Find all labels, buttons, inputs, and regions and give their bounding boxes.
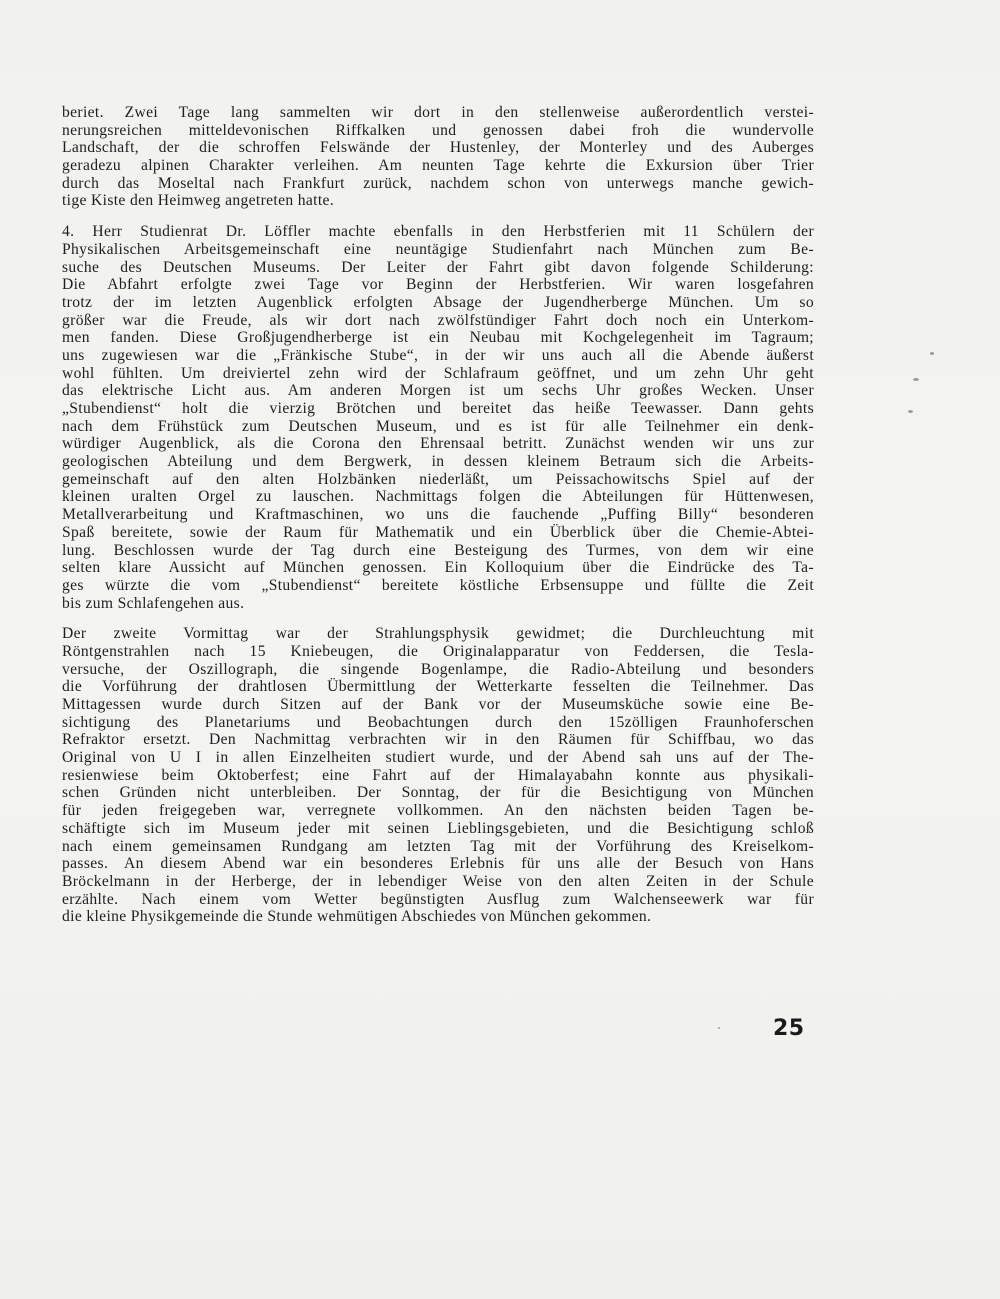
dust-speck bbox=[913, 378, 919, 381]
text-line: tige Kiste den Heimweg angetreten hatte. bbox=[62, 192, 335, 210]
text-line: schäftigte sich im Museum jeder mit seinen Lieblingsgebieten, und die Besichtigung schloß bbox=[62, 819, 814, 837]
paragraph bbox=[62, 625, 814, 926]
text-line: das elektrische Licht aus. Am anderen Morgen ist um sechs Uhr großes Wecken. Unser bbox=[62, 382, 814, 400]
text-line: ges würzte die vom „Stubendienst“ bereitete köstliche Erbsensuppe und füllte die Zeit bbox=[62, 576, 814, 594]
text-line: kleinen uralten Orgel zu lauschen. Nachmittags folgen die Abteilungen für Hüttenwesen, bbox=[62, 488, 814, 506]
text-line: lung. Beschlossen wurde der Tag durch eine Besteigung des Turmes, von dem wir eine bbox=[62, 541, 814, 559]
text-line: Metallverarbeitung und Kraftmaschinen, wo uns die fauchende „Puffing Billy“ besonderen bbox=[62, 506, 814, 524]
text-line: passes. An diesem Abend war ein besonderes Erlebnis für uns alle der Besuch von Hans bbox=[62, 855, 814, 873]
text-line: Röntgenstrahlen nach 15 Kniebeugen, die Originalapparatur von Feddersen, die Tesla- bbox=[62, 642, 814, 660]
text-line: durch das Moseltal nach Frankfurt zurück, nachdem schon von unterwegs manche gewich- bbox=[62, 174, 814, 192]
text-line: resienwiese beim Oktoberfest; eine Fahrt auf der Himalayabahn konnte aus physikali- bbox=[62, 766, 814, 784]
text-line: größer war die Freude, als wir dort nach zwölfstündiger Fahrt doch noch ein Unterkom- bbox=[62, 311, 814, 329]
paragraph bbox=[62, 104, 814, 210]
text-line: geradezu alpinen Charakter verleihen. Am neunten Tage kehrte die Exkursion über Trier bbox=[62, 157, 814, 175]
dust-speck bbox=[930, 352, 934, 355]
text-line: schen Gründen nicht unterbleiben. Der Sonntag, der für die Besichtigung von München bbox=[62, 784, 814, 802]
text-line: die Vorführung der drahtlosen Übermittlung der Wetterkarte fesselten die Teilnehmer. Das bbox=[62, 678, 814, 696]
text-line: Der zweite Vormittag war der Strahlungsphysik gewidmet; die Durchleuchtung mit bbox=[62, 625, 814, 643]
text-line: Physikalischen Arbeitsgemeinschaft eine neuntägige Studienfahrt nach München zum Be- bbox=[62, 240, 814, 258]
text-line: Bröckelmann in der Herberge, der in lebendiger Weise von den alten Zeiten in der Schule bbox=[62, 872, 814, 890]
text-line: wohl fühlten. Um dreiviertel zehn wird der Schlafraum geöffnet, und um zehn Uhr geht bbox=[62, 364, 814, 382]
text-line: uns zugewiesen war die „Fränkische Stube“, in der wir uns auch all die Abende äußerst bbox=[62, 346, 814, 364]
text-line: nach dem Frühstück zum Deutschen Museum, und es ist für alle Teilnehmer ein denk- bbox=[62, 417, 814, 435]
dust-speck bbox=[718, 1027, 720, 1029]
text-line: für jeden freigegeben war, verregnete vollkommen. An den nächsten beiden Tagen be- bbox=[62, 802, 814, 820]
text-line: nach einem gemeinsamen Rundgang am letzten Tag mit der Vorführung des Kreiselkom- bbox=[62, 837, 814, 855]
text-line: Original von U I in allen Einzelheiten studiert wurde, und der Abend sah uns auf der The- bbox=[62, 749, 814, 767]
text-line: Spaß bereitete, sowie der Raum für Mathematik und ein Überblick über die Chemie-Abtei- bbox=[62, 523, 814, 541]
dust-speck bbox=[908, 410, 913, 413]
paragraph bbox=[62, 223, 814, 612]
text-line: 4. Herr Studienrat Dr. Löffler machte ebenfalls in den Herbstferien mit 11 Schülern der bbox=[62, 223, 814, 241]
page-number: 25 bbox=[773, 1016, 805, 1041]
text-line: würdiger Augenblick, als die Corona den Ehrensaal betritt. Zunächst wenden wir uns zur bbox=[62, 435, 814, 453]
paragraph-gap bbox=[62, 210, 814, 223]
text-line: geologischen Abteilung und dem Bergwerk, in dessen kleinem Betraum sich die Arbeits- bbox=[62, 453, 814, 471]
text-line: selten klare Aussicht auf München genossen. Ein Kolloquium über die Eindrücke des Ta- bbox=[62, 559, 814, 577]
text-line: men fanden. Diese Großjugendherberge ist ein Neubau mit Kochgelegenheit im Tagraum; bbox=[62, 329, 814, 347]
text-line: trotz der im letzten Augenblick erfolgten Absage der Jugendherberge München. Um so bbox=[62, 293, 814, 311]
text-line: gemeinschaft auf den alten Holzbänken niederläßt, um Peissachowitschs Spiel auf der bbox=[62, 470, 814, 488]
text-line: erzählte. Nach einem vom Wetter begünstigten Ausflug zum Walchenseewerk war für bbox=[62, 890, 814, 908]
text-line: „Stubendienst“ holt die vierzig Brötchen und bereitet das heiße Teewasser. Dann gehts bbox=[62, 400, 814, 417]
text-line: beriet. Zwei Tage lang sammelten wir dort in den stellenweise außerordentlich verstei- bbox=[62, 104, 814, 121]
text-line: Refraktor ersetzt. Den Nachmittag verbrachten wir in den Räumen für Schiffbau, wo das bbox=[62, 731, 814, 749]
text-line: Landschaft, der die schroffen Felswände der Hustenley, der Monterley und des Auberges bbox=[62, 139, 814, 157]
text-line: die kleine Physikgemeinde die Stunde wehmütigen Abschiedes von München gekommen. bbox=[62, 908, 652, 926]
paragraph-gap bbox=[62, 612, 814, 625]
text-line: nerungsreichen mitteldevonischen Riffkalken und genossen dabei froh die wundervolle bbox=[62, 121, 814, 139]
text-line: suche des Deutschen Museums. Der Leiter der Fahrt gibt davon folgende Schilderung: bbox=[62, 258, 814, 276]
body-text bbox=[62, 104, 814, 926]
text-line: bis zum Schlafengehen aus. bbox=[62, 594, 245, 612]
text-line: versuche, der Oszillograph, die singende Bogenlampe, die Radio-Abteilung und besonders bbox=[62, 660, 814, 678]
text-line: Mittagessen wurde durch Sitzen auf der Bank vor der Museumsküche sowie eine Be- bbox=[62, 696, 814, 713]
text-line: sichtigung des Planetariums und Beobachtungen durch den 15zölligen Fraunhoferschen bbox=[62, 713, 814, 731]
text-line: Die Abfahrt erfolgte zwei Tage vor Beginn der Herbstferien. Wir waren losgefahren bbox=[62, 276, 814, 294]
